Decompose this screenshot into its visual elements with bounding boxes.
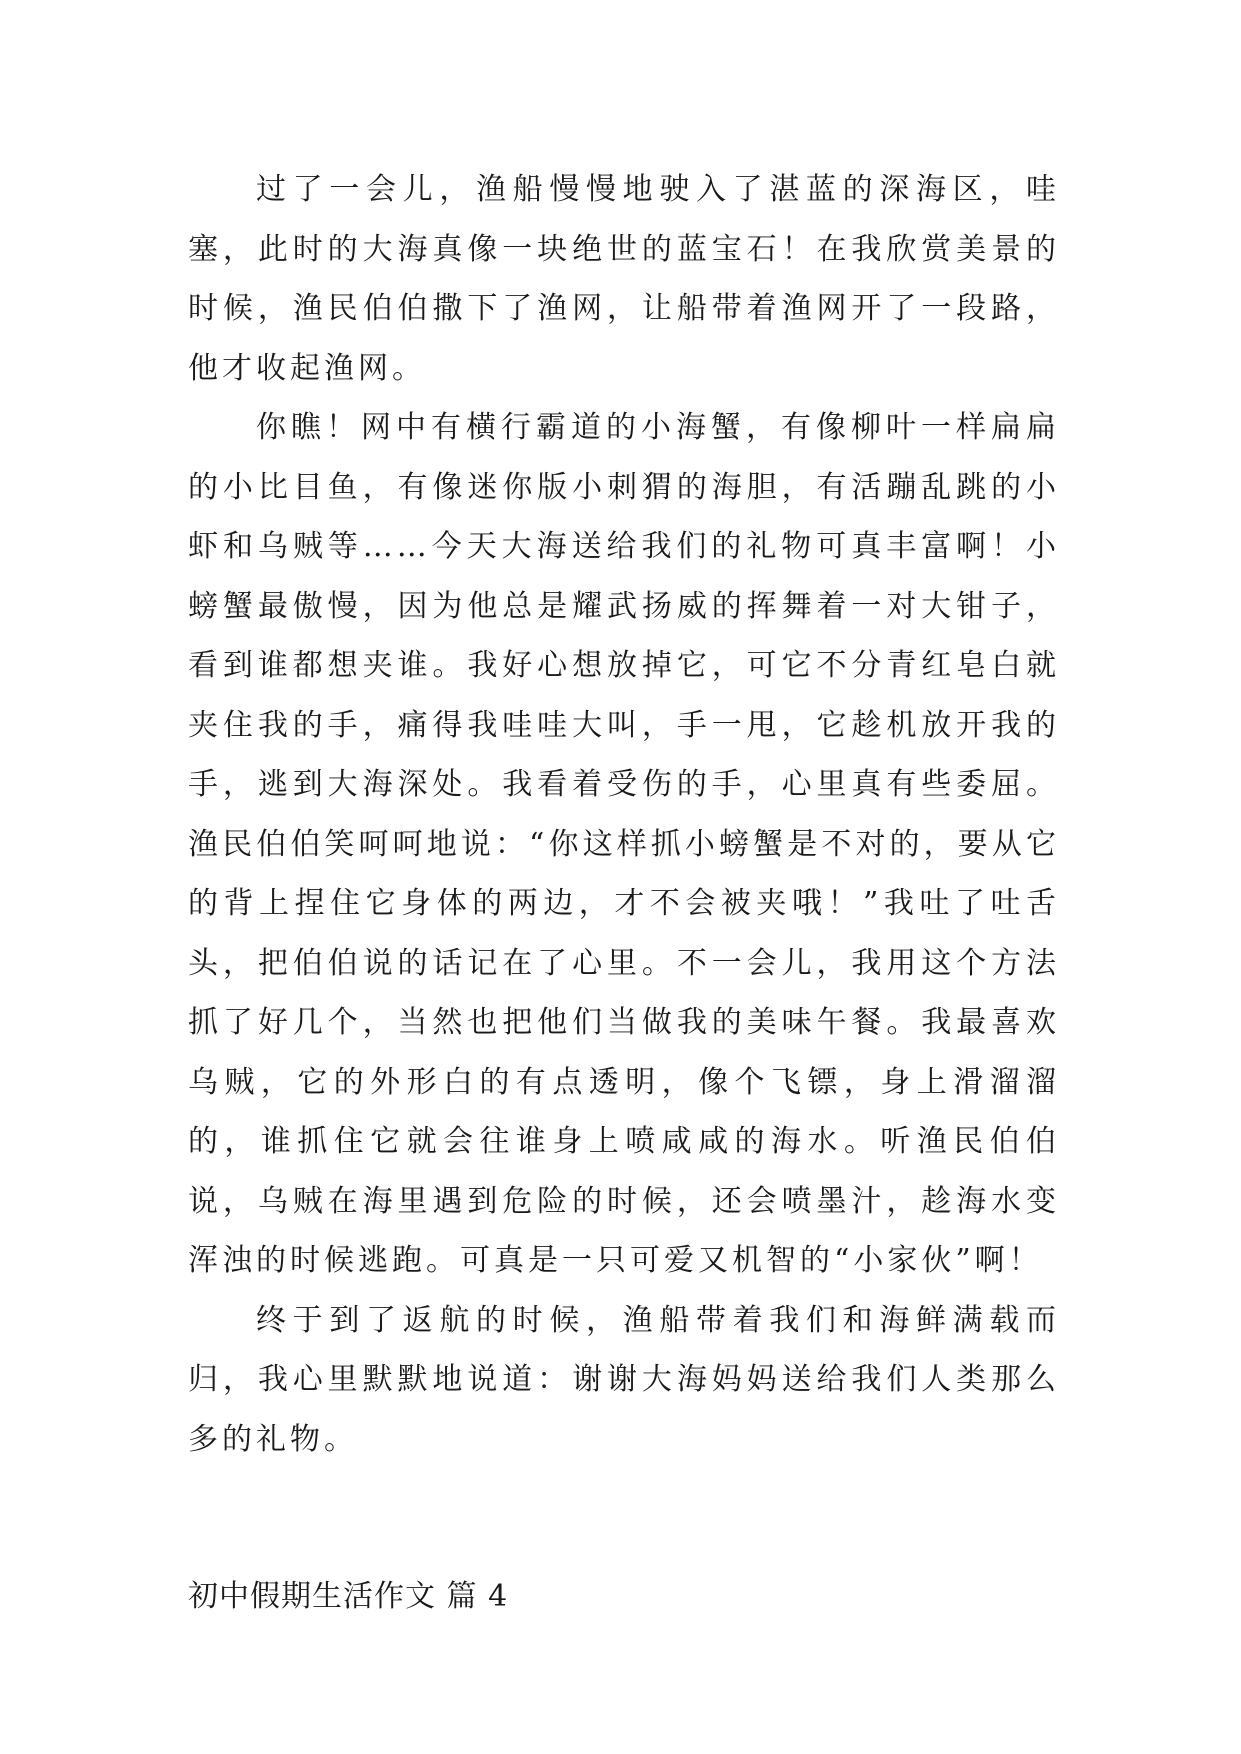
paragraph-catch: 你瞧！网中有横行霸道的小海蟹，有像柳叶一样扁扁的小比目鱼，有像迷你版小刺猬的海胆，有活蹦乱跳的小虾和乌贼等……今天大海送给我们的礼物可真丰富啊！小螃蟹最傲慢，因为他总是耀武扬威的挥舞着一对大钳子，看到谁都想夹谁。我好心想放掉它，可它不分青红皂白就夹住我的手，痛得我哇哇大叫，手一甩，它趁机放开我的手，逃到大海深处。我看着受伤的手，心里真有些委屈。渔民伯伯笑呵呵地说：“你这样抓小螃蟹是不对的，要从它的背上捏住它身体的两边，才不会被夹哦！”我吐了吐舌头，把伯伯说的话记在了心里。不一会儿，我用这个方法抓了好几个，当然也把他们当做我的美味午餐。我最喜欢乌贼，它的外形白的有点透明，像个飞镖，身上滑溜溜的，谁抓住它就会往谁身上喷咸咸的海水。听渔民伯伯说，乌贼在海里遇到危险的时候，还会喷墨汁，趁海水变浑浊的时候逃跑。可真是一只可爱又机智的“小家伙”啊！ (188, 410, 1060, 1278)
paragraph-return: 终于到了返航的时候，渔船带着我们和海鲜满载而归，我心里默默地说道：谢谢大海妈妈送给我们人类那么多的礼物。 (188, 1302, 1060, 1457)
paragraph-deep-sea: 过了一会儿，渔船慢慢地驶入了湛蓝的深海区，哇塞，此时的大海真像一块绝世的蓝宝石！在我欣赏美景的时候，渔民伯伯撒下了渔网，让船带着渔网开了一段路，他才收起渔网。 (188, 172, 1060, 386)
document-body (188, 160, 1060, 1627)
section-spacer (188, 1469, 1060, 1567)
section-heading: 初中假期生活作文 篇 4 (188, 1579, 509, 1614)
